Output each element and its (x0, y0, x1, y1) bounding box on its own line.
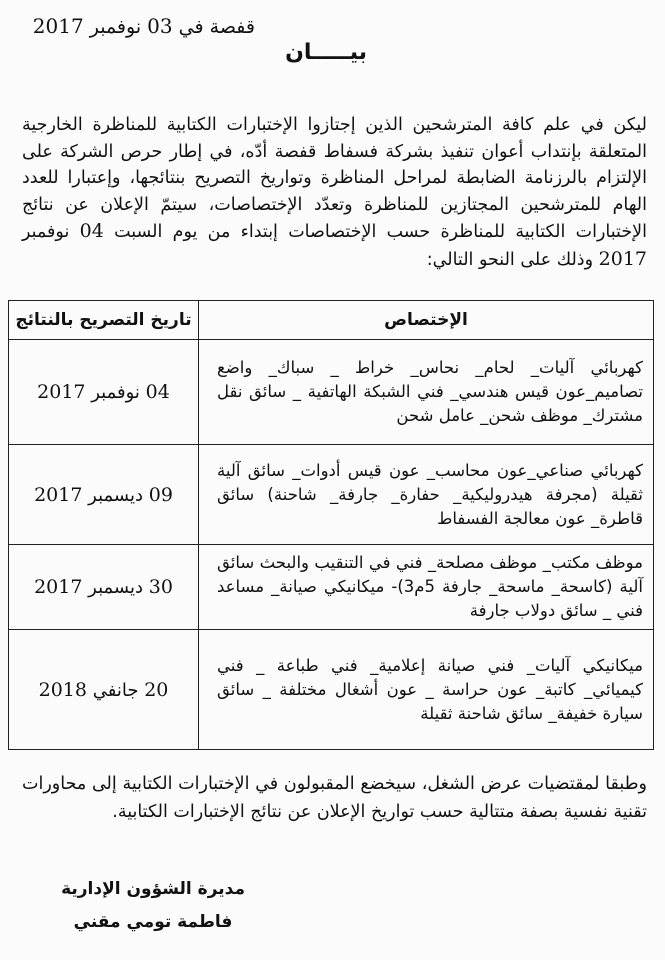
date-month: نوفمبر (89, 16, 142, 38)
date-day: 30 (148, 576, 173, 598)
date-cell (9, 445, 199, 545)
date-cell (9, 545, 199, 630)
results-schedule-table (8, 300, 654, 750)
date-day: 04 (145, 381, 170, 403)
table-row (9, 630, 654, 750)
date-year: 2018 (38, 678, 87, 701)
specialty-cell: كهربائي صناعي_عون محاسب_ عون قيس أدوات_ سائق آلية ثقيلة (مجرفة هيدروليكية_ حفارة_ جارفة_ شاحنة) سائق قاطرة_ عون معالجة الفسفاط (199, 445, 654, 545)
signature-block (61, 873, 245, 939)
date-day: 03 (147, 14, 173, 38)
signatory-role: مديرة الشؤون الإدارية (61, 879, 245, 899)
intro-paragraph (22, 112, 647, 273)
header-announcement-date: تاريخ التصريح بالنتائج (9, 301, 199, 340)
closing-paragraph: وطبقا لمقتضيات عرض الشغل، سيخضع المقبولون في الإختبارات الكتابية إلى محاورات تقنية نفسية بصفة متتالية حسب تواريخ الإعلان عن نتائج الإختبارات الكتابية. (22, 774, 647, 822)
date-day: 09 (148, 483, 173, 506)
date-year: 2017 (37, 381, 86, 403)
date-place: قفصة في (178, 16, 255, 38)
specialty-cell: ميكانيكي آليات_ فني صيانة إعلامية_ فني طباعة _ فني كيميائي_ كاتبة_ عون حراسة _ عون أشغال مختلفة _ سائق سيارة خفيفة_ سائق شاحنة ثقيلة (199, 630, 654, 750)
date-year: 2017 (34, 483, 83, 506)
header-specialty: الإختصاص (199, 301, 654, 340)
signatory-name: فاطمة تومي مقني (73, 912, 233, 932)
date-month: ديسمبر (88, 484, 144, 506)
table-row (9, 340, 654, 445)
table-header-row (9, 301, 654, 340)
document-date (33, 14, 255, 38)
date-day: 20 (144, 678, 169, 701)
date-year: 2017 (32, 14, 84, 38)
intro-date-day: 04 (79, 220, 104, 242)
date-cell (9, 340, 199, 445)
intro-text: ليكن في علم كافة المترشحين الذين إجتازوا الإختبارات الكتابية للمناظرة الخارجية المتعلقة بإنتداب أعوان تنفيذ بشركة فسفاط قفصة أدّه، في إطار حرص الشركة على الإلتزام بالرزنامة الضابطة لمراحل المناظرة وتواريخ التصريح بنتائجها، وإعتبارا للعدد الهام للمترشحين المجتازين للمناظرة وتعدّد الإختصاصات، سيتمّ الإعلان عن نتائج الإختبارات الكتابية للمناظرة حسب الإختصاصات إبتداء من يوم السبت (22, 115, 647, 242)
page-title: بيـــــان (285, 40, 367, 65)
date-month: ديسمبر (88, 577, 144, 598)
date-month: نوفمبر (91, 382, 140, 403)
date-cell (9, 630, 199, 750)
date-year: 2017 (34, 576, 83, 598)
specialty-cell: كهربائي آليات_ لحام_ نحاس_ خراط _ سباك_ واضع تصاميم_عون قيس هندسي_ فني الشبكة الهاتفية _ سائق نقل مشترك_ موظف شحن_ عامل شحن (199, 340, 654, 445)
intro-date-year: 2017 (598, 247, 647, 270)
table-row (9, 545, 654, 630)
specialty-cell: موظف مكتب_ موظف مصلحة_ فني في التنقيب والبحث سائق آلية (كاسحة_ ماسحة_ جارفة 5م3)- ميكانيكي صيانة_ مساعد فني _ سائق دولاب جارفة (199, 545, 654, 630)
table-row (9, 445, 654, 545)
intro-date-month: نوفمبر (22, 222, 70, 242)
intro-end-text: وذلك على النحو التالي: (426, 249, 594, 270)
date-month: جانفي (92, 679, 139, 701)
